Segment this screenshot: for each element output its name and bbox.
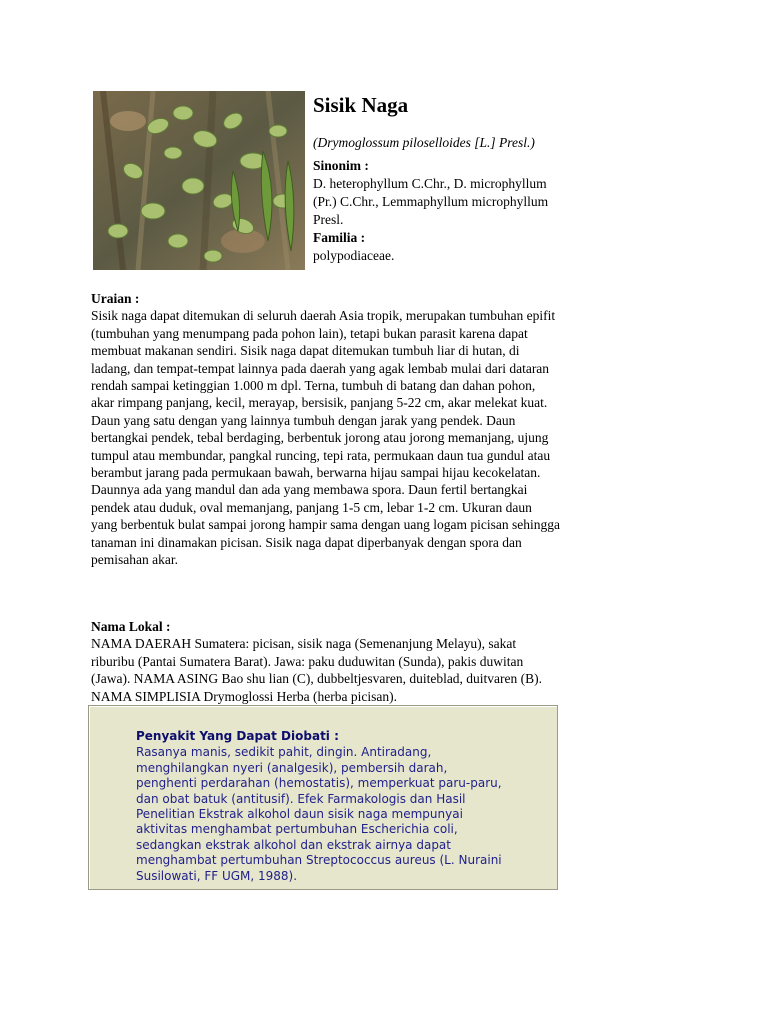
- uraian-section: [91, 290, 561, 569]
- uraian-label: Uraian :: [91, 291, 140, 306]
- penyakit-content: [136, 729, 506, 884]
- penyakit-label: Penyakit Yang Dapat Diobati :: [136, 729, 339, 743]
- familia-text: polypodiaceae.: [313, 248, 395, 263]
- penyakit-box: [88, 705, 558, 890]
- scientific-name: (Drymoglossum piloselloides [L.] Presl.): [313, 135, 535, 150]
- familia-label: Familia :: [313, 230, 366, 245]
- penyakit-text: Rasanya manis, sedikit pahit, dingin. Antiradang, menghilangkan nyeri (analgesik), pembersih darah, penghenti perdarahan (hemostatis), memperkuat paru-paru, dan obat batuk (antitusif). Efek Farmakologis dan Hasil Penelitian Ekstrak alkohol daun sisik naga mempunyai aktivitas menghambat pertumbuhan Escherichia coli, sedangkan ekstrak alkohol dan ekstrak airnya dapat menghambat pertumbuhan Streptococcus aureus (L. Nuraini Susilowati, FF UGM, 1988).: [136, 745, 502, 883]
- plant-photo: [93, 91, 305, 270]
- taxonomy-block: [313, 157, 573, 265]
- page-title: Sisik Naga: [313, 93, 409, 117]
- sinonim-text: D. heterophyllum C.Chr., D. microphyllum (Pr.) C.Chr., Lemmaphyllum microphyllum Presl.: [313, 176, 549, 227]
- nama-lokal-section: [91, 618, 561, 705]
- fern-on-bark-image: [93, 91, 305, 270]
- nama-lokal-label: Nama Lokal :: [91, 619, 171, 634]
- sinonim-label: Sinonim :: [313, 158, 369, 173]
- nama-lokal-text: NAMA DAERAH Sumatera: picisan, sisik naga (Semenanjung Melayu), sakat riburibu (Pantai Sumatera Barat). Jawa: paku duduwitan (Sunda), pakis duwitan (Jawa). NAMA ASING Bao shu lian (C), dubbeltjesvaren, duiteblad, duitvaren (B). NAMA SIMPLISIA Drymoglossi Herba (herba picisan).: [91, 636, 543, 704]
- uraian-text: Sisik naga dapat ditemukan di seluruh daerah Asia tropik, merupakan tumbuhan epifit (tumbuhan yang menumpang pada pohon lain), tetapi bukan parasit karena dapat membuat makanan sendiri. Sisik naga dapat ditemukan tumbuh liar di hutan, di ladang, dan tempat-tempat lainnya pada daerah yang agak lembab mulai dari dataran rendah sampai ketinggian 1.000 m dpl. Terna, tumbuh di batang dan dahan pohon, akar rimpang panjang, kecil, merayap, bersisik, panjang 5-22 cm, akar melekat kuat. Daun yang satu dengan yang lainnya tumbuh dengan jarak yang pendek. Daun bertangkai pendek, tebal berdaging, berbentuk jorong atau jorong memanjang, ujung tumpul atau membundar, pangkal runcing, tepi rata, permukaan daun tua gundul atau berambut jarang pada permukaan bawah, berwarna hijau sampai hijau kecokelatan. Daunnya ada yang mandul dan ada yang membawa spora. Daun fertil bertangkai pendek atau duduk, oval memanjang, panjang 1-5 cm, lebar 1-2 cm. Ukuran daun yang berbentuk bulat sampai jorong hampir sama dengan uang logam picisan sehingga tanaman ini dinamakan picisan. Sisik naga dapat diperbanyak dengan spora dan pemisahan akar.: [91, 308, 560, 568]
